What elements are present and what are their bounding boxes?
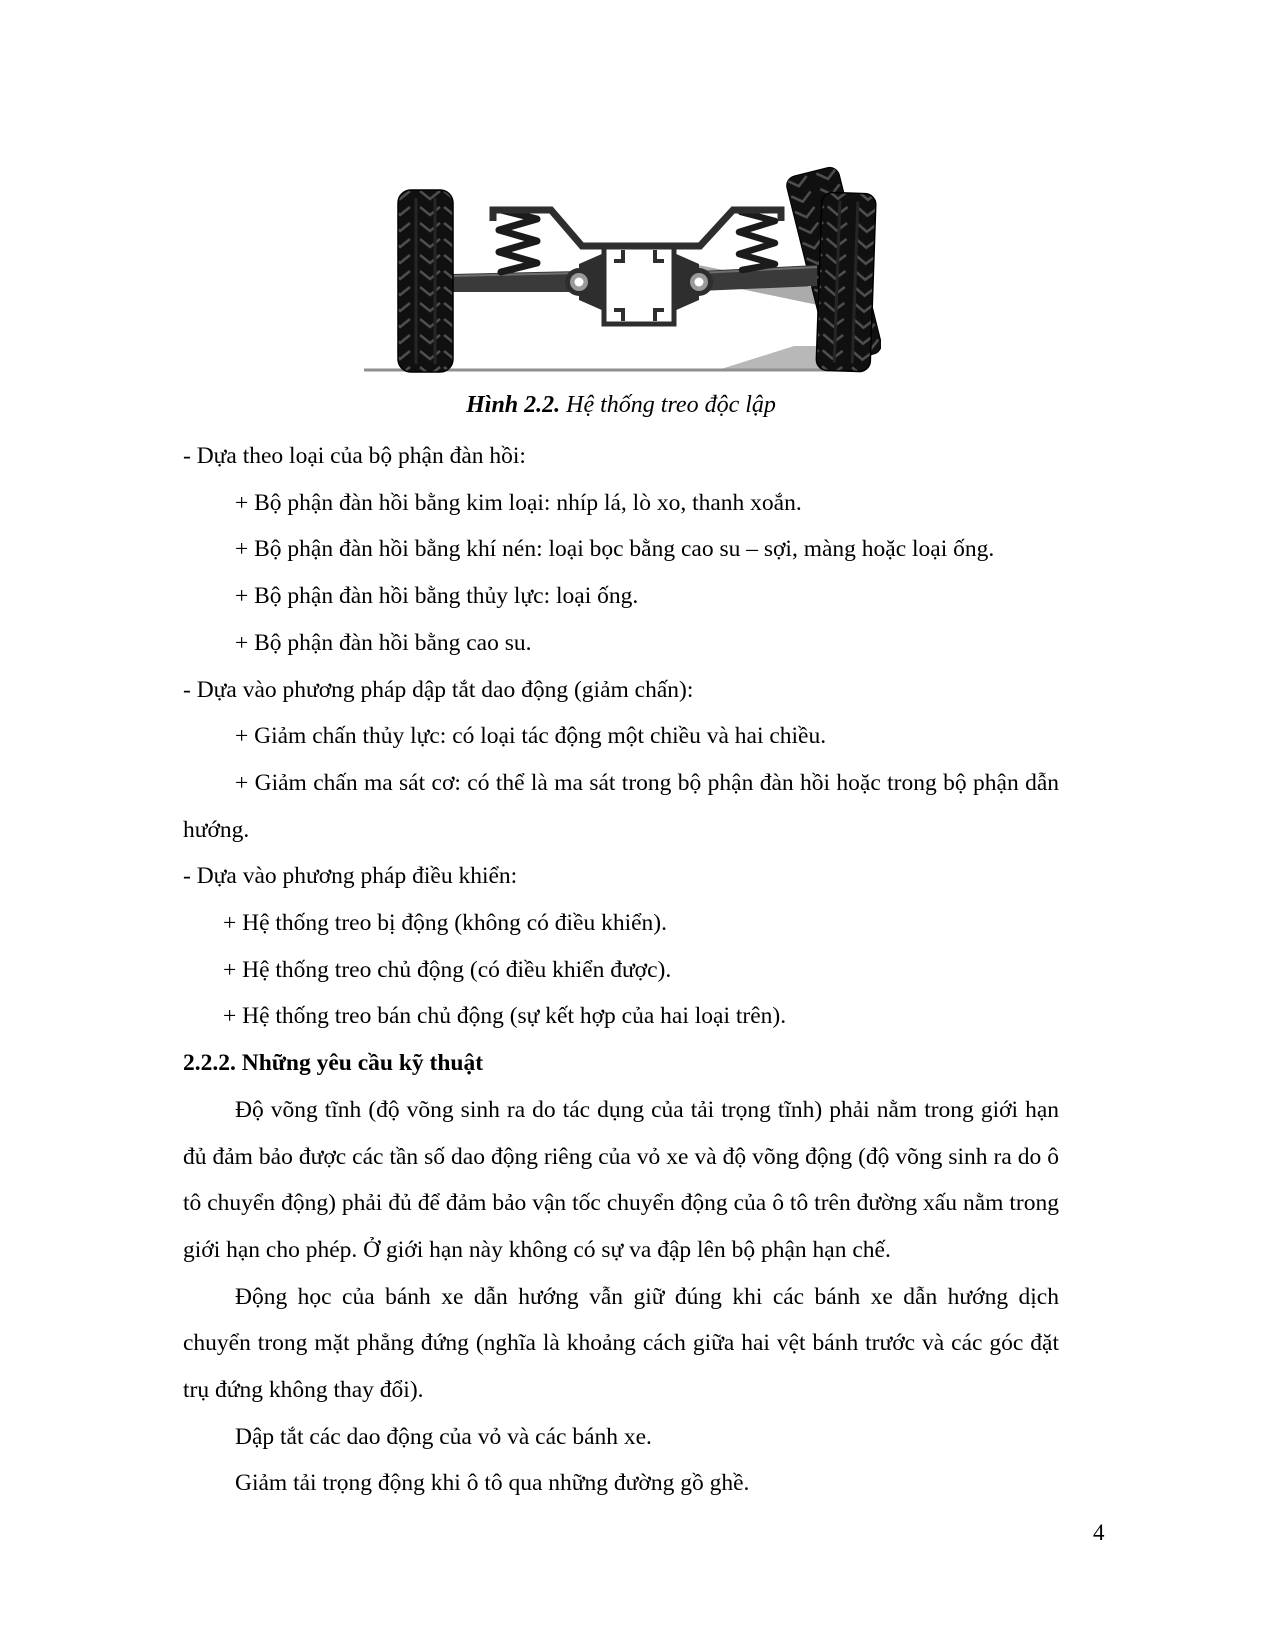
figure-caption-label: Hình 2.2. (466, 392, 561, 418)
paragraph: + Bộ phận đàn hồi bằng thủy lực: loại ống. (235, 583, 639, 610)
paragraph: - Dựa theo loại của bộ phận đàn hồi: (183, 443, 526, 469)
paragraph: Giảm tải trọng động khi ô tô qua những đường gồ ghề. (235, 1470, 750, 1497)
figure-caption (183, 390, 1059, 420)
paragraph: + Hệ thống treo bị động (không có điều khiển). (223, 910, 667, 937)
paragraph: Độ võng tĩnh (độ võng sinh ra do tác dụng của tải trọng tĩnh) phải nằm trong giới hạn đủ đảm bảo được các tần số dao động riêng của vỏ xe và độ võng động (độ võng sinh ra do ô tô chuyển động) phải đủ để đảm bảo vận tốc chuyển động của ô tô trên đường xấu nằm trong giới hạn cho phép. Ở giới hạn này không có sự va đập lên bộ phận hạn chế. (183, 1096, 1059, 1263)
paragraph: Dập tắt các dao động của vỏ và các bánh xe. (235, 1423, 652, 1450)
paragraph: + Giảm chấn thủy lực: có loại tác động một chiều và hai chiều. (235, 723, 827, 750)
paragraph-list (183, 433, 1059, 1507)
figure-caption-text: Hệ thống treo độc lập (560, 392, 776, 418)
section-heading: 2.2.2. Những yêu cầu kỹ thuật (183, 1050, 484, 1077)
paragraph: + Bộ phận đàn hồi bằng kim loại: nhíp lá, lò xo, thanh xoắn. (235, 489, 802, 516)
paragraph: - Dựa vào phương pháp dập tắt dao động (giảm chấn): (183, 676, 694, 703)
paragraph: + Hệ thống treo chủ động (có điều khiển được). (223, 956, 672, 983)
figure (183, 140, 1059, 378)
independent-suspension-figure-image (361, 140, 881, 378)
paragraph: + Hệ thống treo bán chủ động (sự kết hợp của hai loại trên). (223, 1003, 787, 1030)
page-number: 4 (1093, 1520, 1105, 1545)
paragraph: + Giảm chấn ma sát cơ: có thể là ma sát trong bộ phận đàn hồi hoặc trong bộ phận dẫn hướng. (183, 769, 1059, 843)
paragraph: Động học của bánh xe dẫn hướng vẫn giữ đúng khi các bánh xe dẫn hướng dịch chuyển trong mặt phẳng đứng (nghĩa là khoảng cách giữa hai vệt bánh trước và các góc đặt trụ đứng không thay đổi). (183, 1283, 1059, 1404)
paragraph: - Dựa vào phương pháp điều khiển: (183, 863, 518, 890)
page-content (183, 140, 1059, 1507)
paragraph: + Bộ phận đàn hồi bằng khí nén: loại bọc bằng cao su – sợi, màng hoặc loại ống. (235, 536, 995, 563)
paragraph: + Bộ phận đàn hồi bằng cao su. (235, 629, 532, 656)
